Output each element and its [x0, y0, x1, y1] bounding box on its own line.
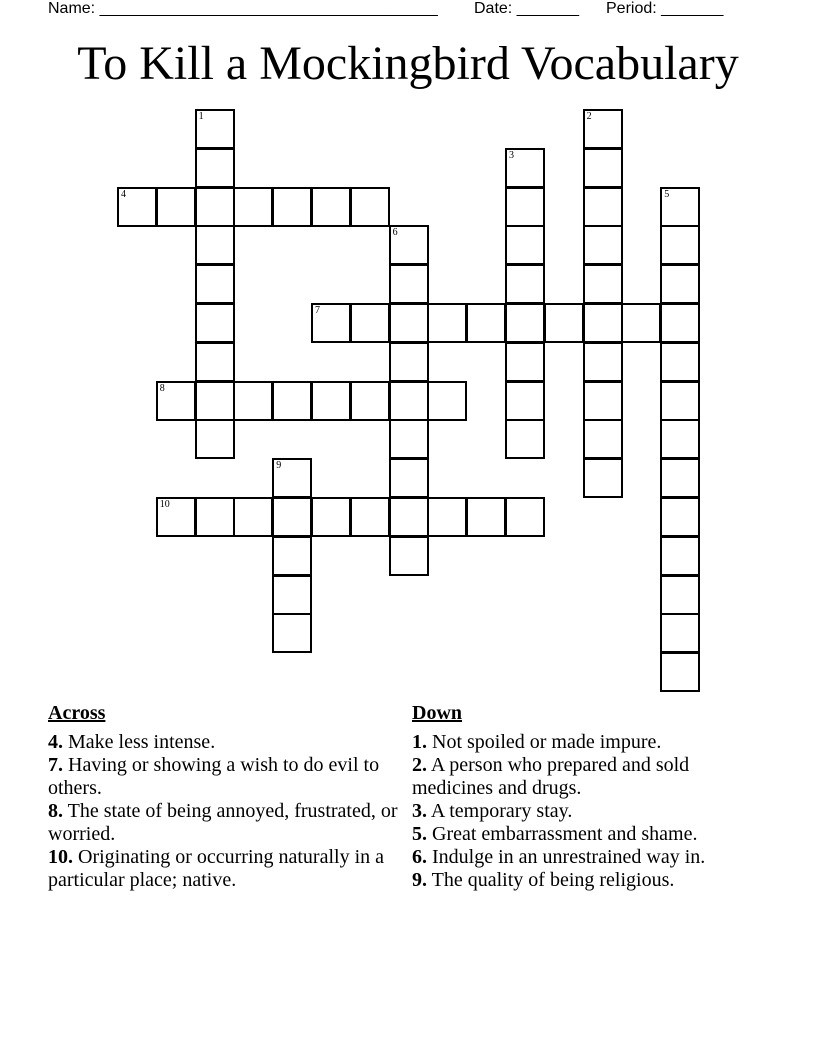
grid-cell[interactable]	[427, 381, 467, 421]
grid-cell[interactable]	[195, 148, 235, 188]
clue-down-2: 2. A person who prepared and sold medicines and drugs.	[412, 754, 690, 799]
clue-across-8: 8. The state of being annoyed, frustrated, or worried.	[48, 800, 398, 845]
grid-cell[interactable]	[505, 497, 545, 537]
grid-cell[interactable]	[660, 187, 700, 227]
grid-cell[interactable]	[389, 225, 429, 265]
clue-number: 10	[159, 499, 170, 510]
grid-cell[interactable]	[389, 419, 429, 459]
grid-cell[interactable]	[117, 187, 157, 227]
down-clues	[412, 702, 742, 892]
clue-down-6: 6. Indulge in an unrestrained way in.	[412, 846, 706, 868]
grid-cell[interactable]	[389, 342, 429, 382]
grid-cell[interactable]	[505, 419, 545, 459]
clue-number: 6	[392, 227, 398, 239]
clue-across-10: 10. Originating or occurring naturally in a particular place; native.	[48, 846, 385, 891]
grid-cell[interactable]	[583, 109, 623, 149]
grid-cell[interactable]	[660, 264, 700, 304]
grid-cell[interactable]	[389, 497, 429, 537]
grid-cell[interactable]	[660, 342, 700, 382]
across-heading: Across	[48, 702, 106, 724]
grid-cell[interactable]	[660, 225, 700, 265]
grid-cell[interactable]	[505, 225, 545, 265]
grid-cell[interactable]	[389, 536, 429, 576]
grid-cell[interactable]	[311, 497, 351, 537]
grid-cell[interactable]	[505, 381, 545, 421]
grid-cell[interactable]	[350, 187, 390, 227]
grid-cell[interactable]	[233, 187, 273, 227]
clue-number: 8	[159, 382, 165, 394]
across-clues	[48, 702, 408, 892]
grid-cell[interactable]	[272, 381, 312, 421]
clue-down-3: 3. A temporary stay.	[412, 800, 573, 822]
down-heading: Down	[412, 702, 463, 724]
grid-cell[interactable]	[427, 303, 467, 343]
clue-down-5: 5. Great embarrassment and shame.	[412, 823, 698, 845]
grid-cell[interactable]	[272, 497, 312, 537]
grid-cell[interactable]	[583, 458, 623, 498]
grid-cell[interactable]	[621, 303, 661, 343]
clue-number: 9	[276, 460, 282, 472]
grid-cell[interactable]	[195, 187, 235, 227]
grid-cell[interactable]	[156, 497, 196, 537]
grid-cell[interactable]	[195, 303, 235, 343]
name-field[interactable]: Name: ______________________________________	[48, 0, 438, 17]
grid-cell[interactable]	[350, 497, 390, 537]
grid-cell[interactable]	[272, 575, 312, 615]
grid-cell[interactable]	[660, 652, 700, 692]
grid-cell[interactable]	[505, 187, 545, 227]
grid-cell[interactable]	[389, 381, 429, 421]
grid-cell[interactable]	[350, 381, 390, 421]
grid-cell[interactable]	[660, 497, 700, 537]
grid-cell[interactable]	[583, 419, 623, 459]
grid-cell[interactable]	[195, 381, 235, 421]
grid-cell[interactable]	[350, 303, 390, 343]
clue-number: 1	[198, 111, 204, 122]
grid-cell[interactable]	[660, 303, 700, 343]
grid-cell[interactable]	[311, 381, 351, 421]
grid-cell[interactable]	[660, 419, 700, 459]
grid-cell[interactable]	[583, 187, 623, 227]
clue-down-9: 9. The quality of being religious.	[412, 869, 675, 891]
grid-cell[interactable]	[233, 381, 273, 421]
clue-across-4: 4. Make less intense.	[48, 731, 216, 753]
grid-cell[interactable]	[583, 225, 623, 265]
clue-number: 2	[586, 111, 592, 122]
grid-cell[interactable]	[389, 303, 429, 343]
grid-cell[interactable]	[466, 497, 506, 537]
clue-number: 3	[509, 149, 514, 161]
grid-cell[interactable]	[427, 497, 467, 537]
grid-cell[interactable]	[583, 303, 623, 343]
grid-cell[interactable]	[389, 264, 429, 304]
clue-down-1: 1. Not spoiled or made impure.	[412, 731, 662, 753]
grid-cell[interactable]	[195, 225, 235, 265]
grid-cell[interactable]	[272, 536, 312, 576]
grid-cell[interactable]	[505, 264, 545, 304]
grid-cell[interactable]	[195, 342, 235, 382]
grid-cell[interactable]	[505, 148, 545, 188]
clue-across-7: 7. Having or showing a wish to do evil to others.	[48, 754, 380, 799]
page-title: To Kill a Mockingbird Vocabulary	[77, 37, 739, 90]
grid-cell[interactable]	[195, 497, 235, 537]
grid-cell[interactable]	[660, 575, 700, 615]
grid-cell[interactable]	[583, 148, 623, 188]
period-field[interactable]: Period: _______	[606, 0, 724, 17]
clue-number: 7	[315, 305, 320, 316]
grid-cell[interactable]	[311, 303, 351, 343]
grid-cell[interactable]	[233, 497, 273, 537]
grid-cell[interactable]	[389, 458, 429, 498]
grid-cell[interactable]	[156, 381, 196, 421]
grid-cell[interactable]	[272, 187, 312, 227]
clue-number: 4	[121, 188, 126, 200]
clue-number: 5	[664, 188, 670, 200]
grid-cell[interactable]	[195, 264, 235, 304]
grid-cell[interactable]	[505, 342, 545, 382]
grid-cell[interactable]	[272, 613, 312, 653]
grid-cell[interactable]	[156, 187, 196, 227]
grid-cell[interactable]	[311, 187, 351, 227]
grid-cell[interactable]	[660, 381, 700, 421]
grid-cell[interactable]	[195, 419, 235, 459]
grid-cell[interactable]	[660, 536, 700, 576]
grid-cell[interactable]	[660, 458, 700, 498]
grid-cell[interactable]	[195, 109, 235, 149]
grid-cell[interactable]	[272, 458, 312, 498]
grid-cell[interactable]	[505, 303, 545, 343]
grid-cell[interactable]	[583, 264, 623, 304]
grid-cell[interactable]	[583, 381, 623, 421]
grid-cell[interactable]	[583, 342, 623, 382]
grid-cell[interactable]	[544, 303, 584, 343]
grid-cell[interactable]	[466, 303, 506, 343]
grid-cell[interactable]	[660, 613, 700, 653]
date-field[interactable]: Date: _______	[474, 0, 579, 17]
